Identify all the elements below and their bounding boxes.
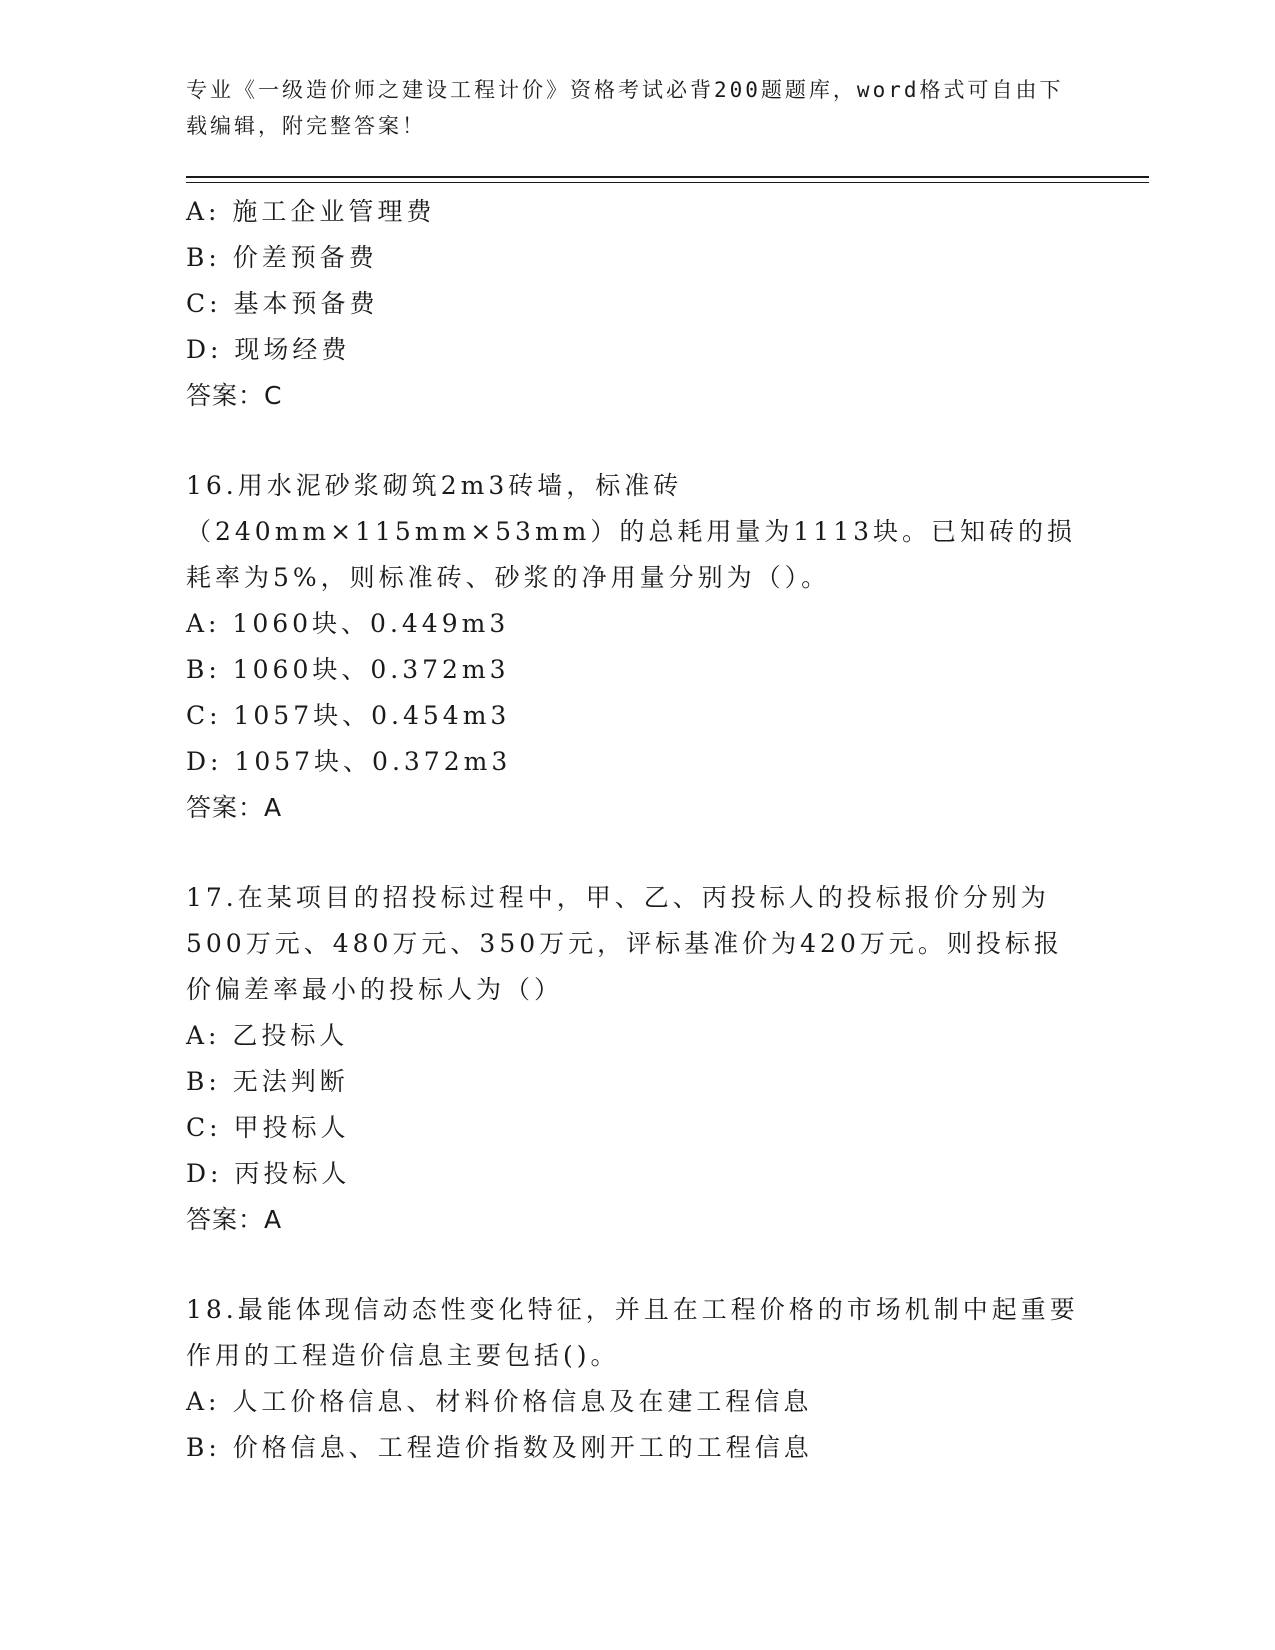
option-d: D: 丙投标人	[186, 1159, 351, 1188]
option-a: A: 施工企业管理费	[186, 197, 436, 226]
question-list	[186, 189, 1086, 1471]
option-b: B: 1060块、0.372m3	[186, 655, 510, 684]
question-block	[186, 875, 1086, 1243]
spacer	[186, 831, 1086, 875]
option-c: C: 基本预备费	[186, 289, 379, 318]
spacer	[186, 419, 1086, 463]
option-d: D: 现场经费	[186, 335, 351, 364]
option-c: C: 甲投标人	[186, 1113, 350, 1142]
option-d: D: 1057块、0.372m3	[186, 747, 512, 776]
option-c: C: 1057块、0.454m3	[186, 701, 511, 730]
option-a: A: 1060块、0.449m3	[186, 609, 510, 638]
question-stem: 18.最能体现信动态性变化特征，并且在工程价格的市场机制中起重要作用的工程造价信息主要包括()。	[186, 1295, 1079, 1370]
option-a: A: 人工价格信息、材料价格信息及在建工程信息	[186, 1387, 813, 1416]
question-block	[186, 1287, 1086, 1471]
question-block	[186, 189, 1086, 419]
answer-line: 答案：A	[186, 1205, 283, 1234]
option-b: B: 价差预备费	[186, 243, 378, 272]
option-a: A: 乙投标人	[186, 1021, 349, 1050]
spacer	[186, 1243, 1086, 1287]
question-stem: 16.用水泥砂浆砌筑2m3砖墙，标准砖（240mm×115mm×53mm）的总耗用量为1113块。已知砖的损耗率为5%，则标准砖、砂浆的净用量分别为（）。	[186, 471, 1077, 592]
answer-line: 答案：C	[186, 381, 283, 410]
option-b: B: 价格信息、工程造价指数及刚开工的工程信息	[186, 1433, 813, 1462]
header-divider-thick	[186, 176, 1149, 178]
option-b: B: 无法判断	[186, 1067, 349, 1096]
question-block	[186, 463, 1086, 831]
page-header: 专业《一级造价师之建设工程计价》资格考试必背200题题库，word格式可自由下载编辑，附完整答案！	[186, 78, 1064, 138]
answer-line: 答案：A	[186, 793, 283, 822]
header-divider-thin	[186, 182, 1149, 183]
question-stem: 17.在某项目的招投标过程中，甲、乙、丙投标人的投标报价分别为500万元、480万元、350万元，评标基准价为420万元。则投标报价偏差率最小的投标人为（）	[186, 883, 1063, 1004]
